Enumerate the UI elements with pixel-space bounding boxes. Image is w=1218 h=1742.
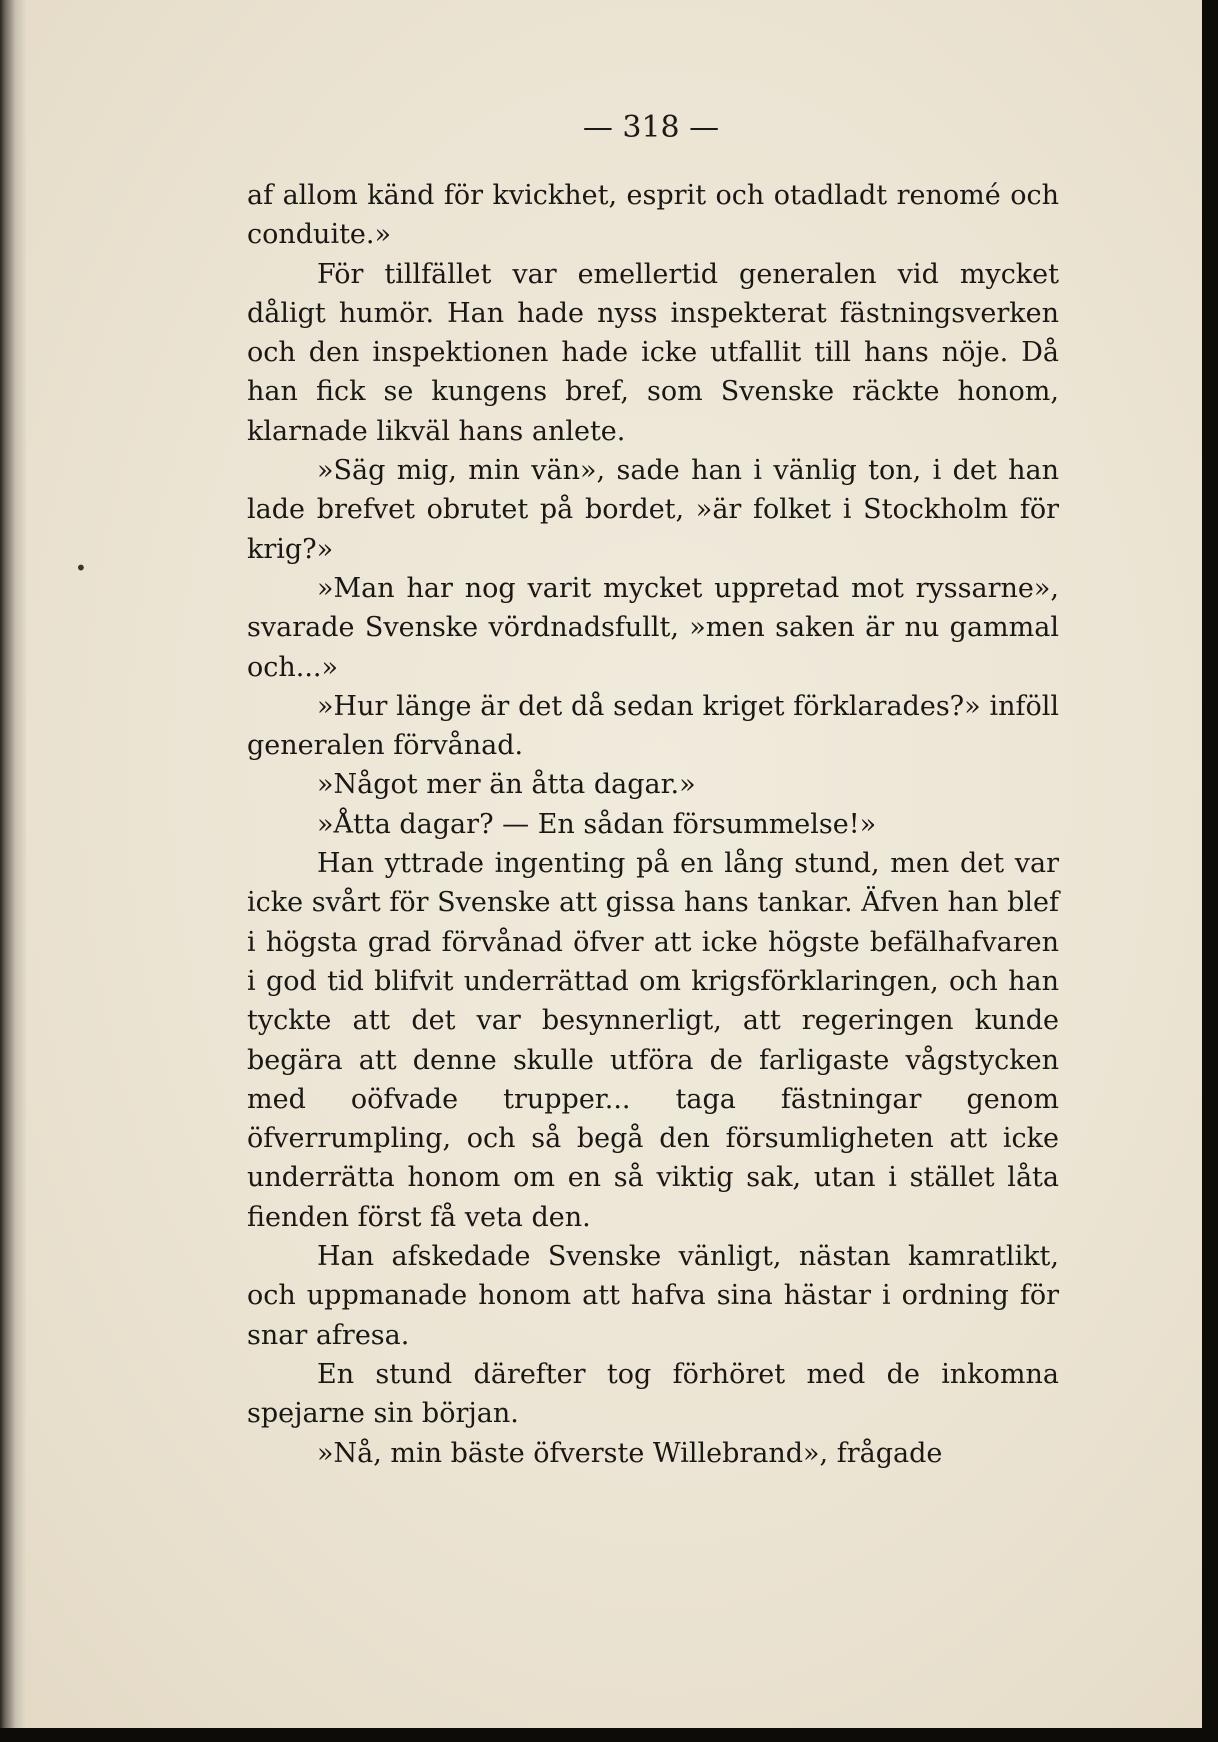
page-gutter [0, 0, 26, 1728]
page-number: — 318 — [582, 110, 720, 145]
paragraph: En stund därefter tog förhöret med de inkomna spejarne sin början. [247, 1358, 1059, 1430]
paragraph: »Hur länge är det då sedan kriget förklarades?» inföll generalen förvånad. [247, 690, 1059, 762]
body-text [247, 176, 1059, 1473]
paragraph: Han yttrade ingenting på en lång stund, men det var icke svårt för Svenske att gissa hans tankar. Äfven han blef i högsta grad förvånad öfver att icke högste befälhafvaren i god tid blifvit underrättad om krigsförklaringen, och han tyckte att det var besynnerligt, att regeringen kunde begära att denne skulle utföra de farligaste vågstycken med oöfvade trupper... taga fästningar genom öfverrumpling, och så begå den försumligheten att icke underrätta honom om en så viktig sak, utan i stället låta fienden först få veta den. [247, 848, 1059, 1233]
paragraph: »Nå, min bäste öfverste Willebrand», frågade [317, 1437, 943, 1469]
margin-dot: • [75, 556, 87, 580]
paragraph: För tillfället var emellertid generalen vid mycket dåligt humör. Han hade nyss inspekterat fästningsverken och den inspektionen hade icke utfallit till hans nöje. Då han fick se kungens bref, som Svenske räckte honom, klarnade likväl hans anlete. [247, 258, 1059, 447]
paragraph: af allom känd för kvickhet, esprit och otadladt renomé och conduite.» [247, 180, 1059, 251]
paragraph: Han afskedade Svenske vänligt, nästan kamratlikt, och uppmanade honom att hafva sina hästar i ordning för snar afresa. [247, 1241, 1059, 1351]
paragraph: »Åtta dagar? — En sådan försummelse!» [317, 808, 877, 840]
paragraph: »Säg mig, min vän», sade han i vänlig ton, i det han lade brefvet obrutet på bordet, »är folket i Stockholm för krig?» [247, 455, 1059, 565]
paragraph: »Man har nog varit mycket uppretad mot ryssarne», svarade Svenske vördnadsfullt, »men saken är nu gammal och...» [247, 572, 1059, 683]
paragraph: »Något mer än åtta dagar.» [317, 769, 696, 801]
